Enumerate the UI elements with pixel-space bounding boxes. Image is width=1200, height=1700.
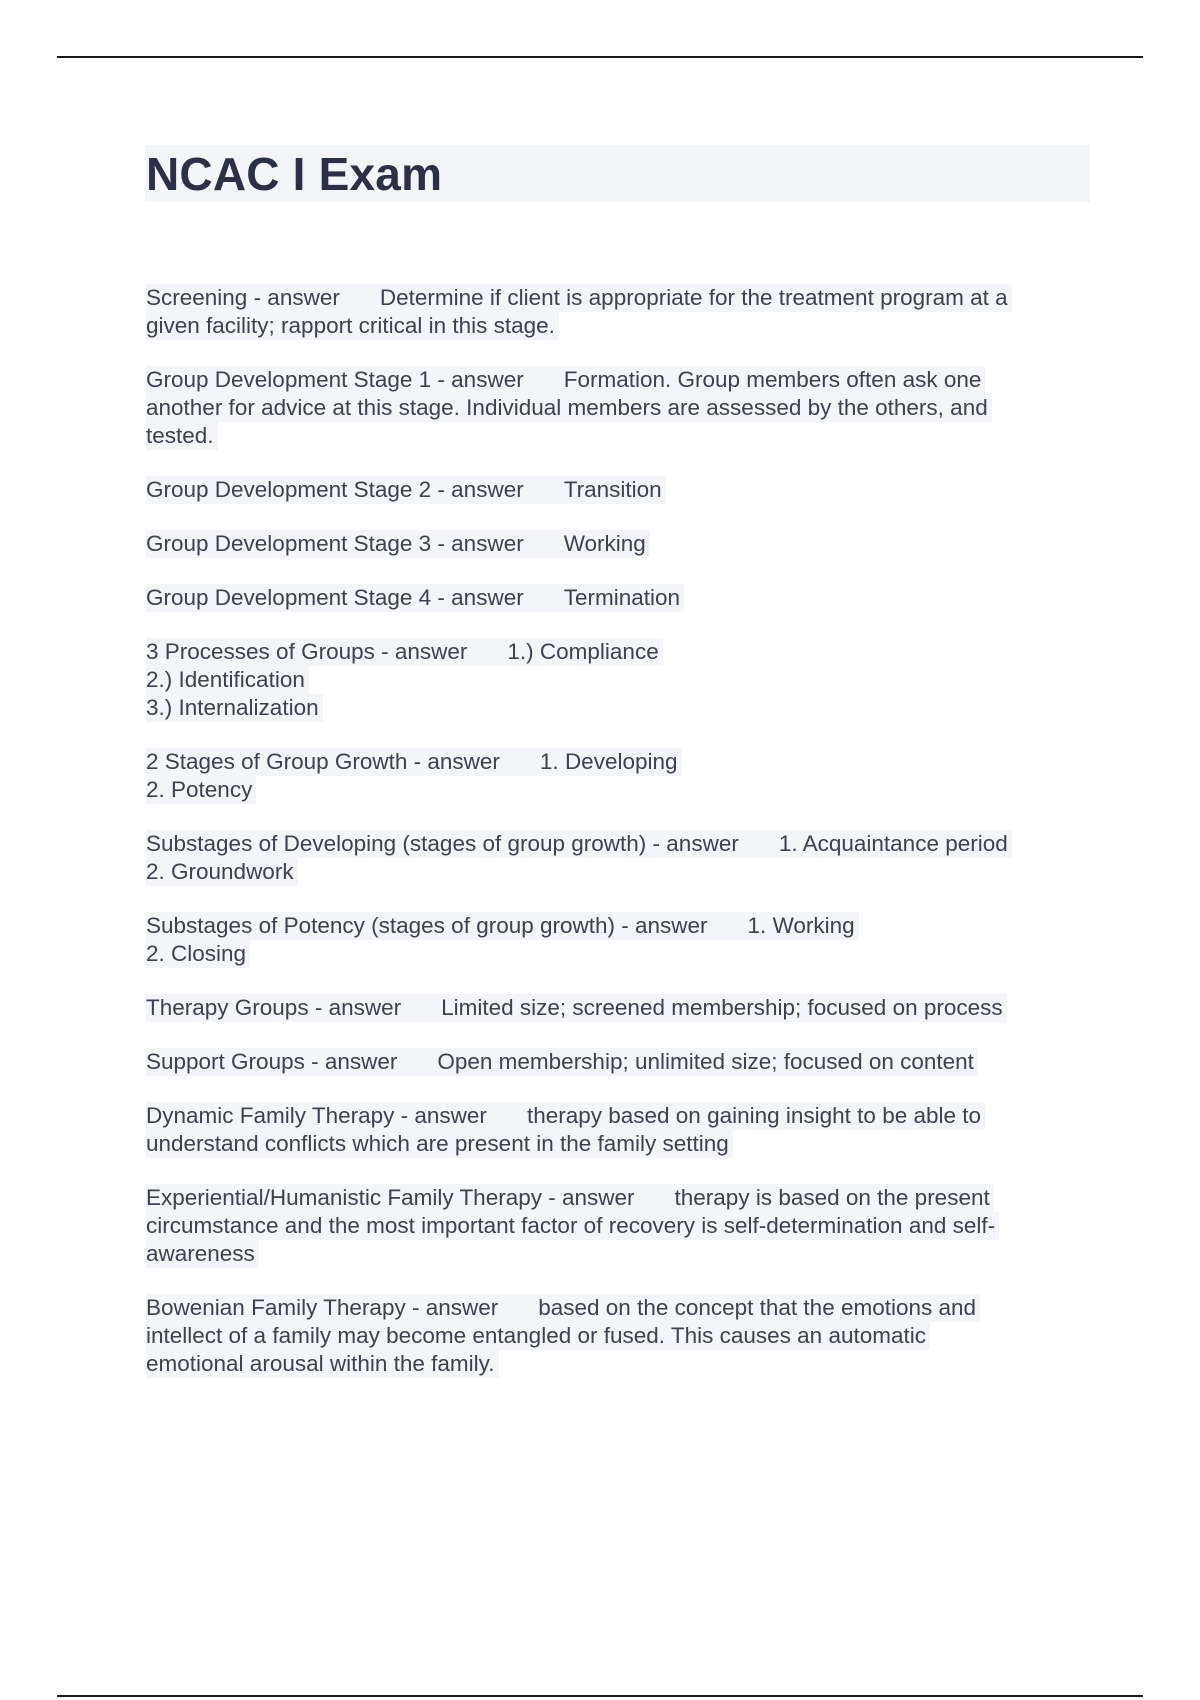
qa-entry [146,912,1091,968]
page-title: NCAC I Exam [146,148,443,200]
qa-question: 3 Processes of Groups - answer [146,639,468,664]
qa-entry [146,994,1091,1022]
footer-rule [57,1695,1143,1697]
qa-question: Bowenian Family Therapy - answer [146,1295,499,1320]
qa-question: Substages of Potency (stages of group growth) - answer [146,913,708,938]
qa-question: Substages of Developing (stages of group growth) - answer [146,831,739,856]
qa-question: Support Groups - answer [146,1049,398,1074]
qa-question: Group Development Stage 2 - answer [146,477,524,502]
qa-question: Dynamic Family Therapy - answer [146,1103,487,1128]
qa-entry [146,748,1091,804]
qa-answer-line: 3.) Internalization [146,694,323,722]
qa-entry [146,584,1091,612]
qa-answer-line: emotional arousal within the family. [146,1350,499,1378]
qa-answer-line: intellect of a family may become entangled or fused. This causes an automatic [146,1322,930,1350]
qa-answer-line: awareness [146,1240,259,1268]
qa-answer-line: another for advice at this stage. Individual members are assessed by the others, and [146,394,992,422]
qa-answer-line: Formation. Group members often ask one [563,367,982,392]
qa-list [146,284,1091,1404]
qa-question: Experiential/Humanistic Family Therapy - answer [146,1185,635,1210]
qa-entry [146,1102,1091,1158]
qa-question: Group Development Stage 1 - answer [146,367,524,392]
qa-entry [146,1048,1091,1076]
qa-answer-line: Working [563,531,646,556]
qa-answer-line: circumstance and the most important factor of recovery is self-determination and self- [146,1212,999,1240]
qa-answer-line: 1.) Compliance [507,639,659,664]
qa-answer-line: 2. Groundwork [146,858,298,886]
header-rule [57,56,1143,58]
qa-answer-line: Transition [563,477,662,502]
qa-question: Group Development Stage 3 - answer [146,531,524,556]
qa-answer-line: Termination [563,585,681,610]
qa-entry [146,476,1091,504]
qa-question: Screening - answer [146,285,340,310]
qa-entry [146,1294,1091,1378]
qa-answer-line: 1. Working [747,913,855,938]
qa-entry [146,1184,1091,1268]
qa-answer-line: Limited size; screened membership; focused on process [441,995,1003,1020]
qa-entry [146,366,1091,450]
qa-entry [146,638,1091,722]
qa-entry [146,530,1091,558]
qa-answer-line: Open membership; unlimited size; focused on content [437,1049,974,1074]
qa-answer-line: 1. Acquaintance period [778,831,1008,856]
qa-answer-line: 1. Developing [539,749,678,774]
qa-question: 2 Stages of Group Growth - answer [146,749,500,774]
qa-answer-line: 2. Closing [146,940,250,968]
qa-answer-line: therapy based on gaining insight to be able to [526,1103,982,1128]
qa-question: Therapy Groups - answer [146,995,402,1020]
qa-answer-line: understand conflicts which are present in the family setting [146,1130,733,1158]
qa-answer-line: given facility; rapport critical in this stage. [146,312,559,340]
qa-answer-line: 2.) Identification [146,666,309,694]
qa-answer-line: 2. Potency [146,776,256,804]
qa-answer-line: therapy is based on the present [674,1185,990,1210]
qa-answer-line: tested. [146,422,218,450]
qa-entry [146,830,1091,886]
qa-entry [146,284,1091,340]
qa-question: Group Development Stage 4 - answer [146,585,524,610]
qa-answer-line: Determine if client is appropriate for the treatment program at a [379,285,1008,310]
qa-answer-line: based on the concept that the emotions and [538,1295,977,1320]
